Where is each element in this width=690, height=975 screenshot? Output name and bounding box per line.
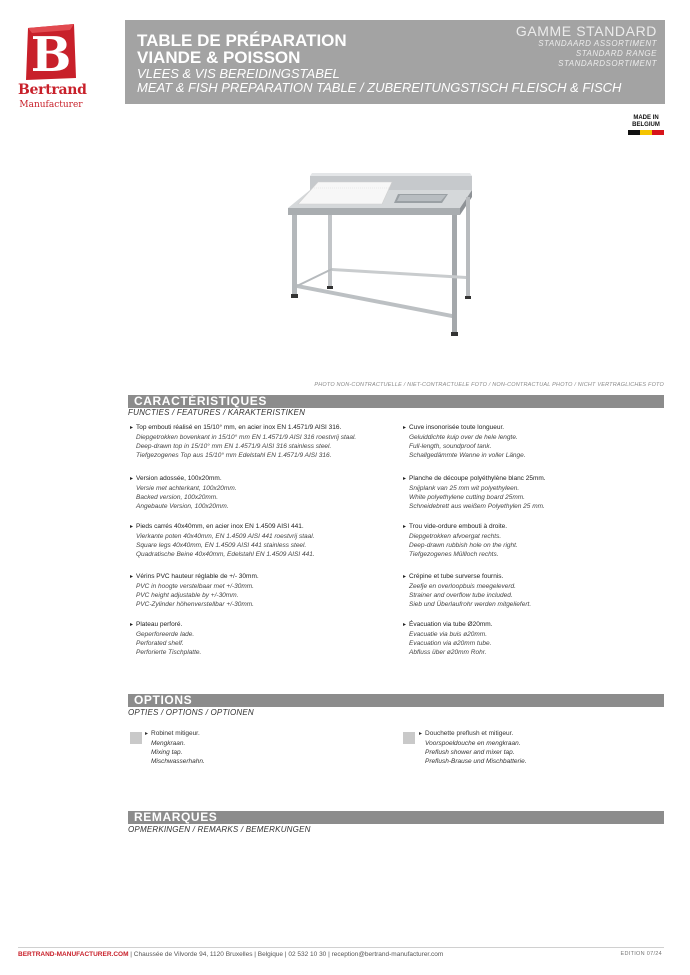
feature-tank xyxy=(403,423,658,460)
feature-en: Perforated shelf. xyxy=(136,640,184,647)
feature-main: ▸ Cuve insonorisée toute longueur. xyxy=(403,423,658,433)
options-bar xyxy=(128,694,664,707)
subtitle-en-de: MEAT & FISH PREPARATION TABLE / ZUBEREITUNGSTISCH FLEISCH & FISCH xyxy=(137,80,622,95)
feature-en: Evacuation via ø20mm tube. xyxy=(409,640,492,647)
feature-en: Strainer and overflow tube included. xyxy=(409,592,513,599)
option-mixing-tap xyxy=(145,729,205,766)
footer-divider xyxy=(18,947,664,948)
characteristics-bar xyxy=(128,395,664,408)
feature-strainer xyxy=(403,572,658,609)
option-preflush xyxy=(419,729,527,766)
feature-de: Tiefgezogenes Top aus 15/10° mm Edelstahl EN 1.4571/9 AISI 316. xyxy=(136,452,332,459)
logo-name: Bertrand xyxy=(18,82,87,98)
subtitle-nl: VLEES & VIS BEREIDINGSTABEL xyxy=(137,66,340,81)
options-title: OPTIONS xyxy=(134,693,193,707)
brand-logo xyxy=(18,20,87,110)
feature-en: Full-length, soundproof tank. xyxy=(409,443,492,450)
option-checkbox-preflush[interactable] xyxy=(403,732,415,744)
feature-nl: Geperforeerde lade. xyxy=(136,631,195,638)
feature-en: Backed version, 100x20mm. xyxy=(136,494,219,501)
footer-address: | Chaussée de Vilvorde 94, 1120 Bruxelles | Belgique | 02 532 10 30 | reception@bertrand-manufacturer.com xyxy=(128,951,444,958)
option-de: Preflush-Brause und Mischbatterie. xyxy=(425,758,527,765)
title-line-1: TABLE DE PRÉPARATION xyxy=(137,31,347,50)
remarks-title: REMARQUES xyxy=(134,810,218,824)
feature-nl: Diepgetrokken bovenkant in 15/10° mm EN 1.4571/9 AISI 316 roestvrij staal. xyxy=(136,434,357,441)
option-main: ▸ Douchette preflush et mitigeur. xyxy=(419,729,527,739)
range-nl: STANDAARD ASSORTIMENT xyxy=(538,39,657,48)
characteristics-subtitle: FUNCTIES / FEATURES / KARAKTERISTIKEN xyxy=(128,408,306,417)
range-de: STANDARDSORTIMENT xyxy=(558,59,657,68)
feature-de: Tiefgezogenes Müllloch rechts. xyxy=(409,551,499,558)
feature-de: Angebaute Version, 100x20mm. xyxy=(136,503,229,510)
option-de: Mischwasserhahn. xyxy=(151,758,205,765)
feature-shelf xyxy=(130,620,385,657)
logo-subtitle: Manufacturer xyxy=(19,100,83,110)
option-nl: Voorspoeldouche en mengkraan. xyxy=(425,740,521,747)
options-subtitle: OPTIES / OPTIONS / OPTIONEN xyxy=(128,708,254,717)
made-in-belgium-badge xyxy=(628,115,664,137)
range-en: STANDARD RANGE xyxy=(575,49,657,58)
remarks-subtitle: OPMERKINGEN / REMARKS / BEMERKUNGEN xyxy=(128,825,311,834)
logo-b-emblem xyxy=(22,20,80,82)
feature-en: Deep-drawn rubbish hole on the right. xyxy=(409,542,518,549)
svg-text:B: B xyxy=(30,27,72,82)
header-band xyxy=(125,20,665,104)
feature-evacuation xyxy=(403,620,658,657)
feature-main: ▸ Trou vide-ordure embouti à droite. xyxy=(403,522,658,532)
title-line-2: VIANDE & POISSON xyxy=(137,48,301,67)
feature-de: Schallgedämmte Wanne in voller Länge. xyxy=(409,452,526,459)
feature-main: ▸ Plateau perforé. xyxy=(130,620,385,630)
option-nl: Mengkraan. xyxy=(151,740,186,747)
feature-nl: Geluiddichte kuip over de hele lengte. xyxy=(409,434,518,441)
feature-de: Quadratische Beine 40x40mm, Edelstahl EN 1.4509 AISI 441. xyxy=(136,551,315,558)
belgium-text: BELGIUM xyxy=(632,122,660,128)
option-main: ▸ Robinet mitigeur. xyxy=(145,729,205,739)
edition-label: EDITION 07/24 xyxy=(620,951,662,957)
feature-pvc-feet xyxy=(130,572,385,609)
option-en: Mixing tap. xyxy=(151,749,183,756)
option-en: Preflush shower and mixer tap. xyxy=(425,749,515,756)
feature-backed xyxy=(130,474,385,511)
feature-de: Perforierte Tischplatte. xyxy=(136,649,202,656)
product-image-table xyxy=(270,168,480,343)
footer-contact xyxy=(18,951,443,958)
belgian-flag-icon xyxy=(628,130,664,135)
feature-main: ▸ Crépine et tube surverse fournis. xyxy=(403,572,658,582)
feature-nl: PVC in hoogte verstelbaar met +/-30mm. xyxy=(136,583,254,590)
photo-disclaimer: PHOTO NON-CONTRACTUELLE / NIET-CONTRACTUELE FOTO / NON-CONTRACTUAL PHOTO / NICHT VERTRAGLICHES FOTO xyxy=(314,382,664,388)
feature-main: ▸ Vérins PVC hauteur réglable de +/- 30mm. xyxy=(130,572,385,582)
remarks-bar xyxy=(128,811,664,824)
feature-de: PVC-Zylinder höhenverstellbar +/-30mm. xyxy=(136,601,254,608)
feature-main: ▸ Pieds carrés 40x40mm, en acier inox EN 1.4509 AISI 441. xyxy=(130,522,385,532)
feature-cutting-board xyxy=(403,474,658,511)
feature-en: White polyethylene cutting board 25mm. xyxy=(409,494,525,501)
feature-nl: Evacuatie via buis ø20mm. xyxy=(409,631,488,638)
option-checkbox-mixing-tap[interactable] xyxy=(130,732,142,744)
feature-en: Square legs 40x40mm, EN 1.4509 AISI 441 stainless steel. xyxy=(136,542,307,549)
feature-nl: Zeefje en overloopbuis meegeleverd. xyxy=(409,583,516,590)
footer-website-link[interactable]: BERTRAND-MANUFACTURER.COM xyxy=(18,951,129,958)
feature-de: Sieb und Überlaufrohr werden mitgeliefert. xyxy=(409,601,532,608)
feature-en: Deep-drawn top in 15/10° mm EN 1.4571/9 AISI 316 stainless steel. xyxy=(136,443,332,450)
feature-nl: Diepgetrokken afvoergat rechts. xyxy=(409,533,502,540)
feature-main: ▸ Planche de découpe polyéthylène blanc 25mm. xyxy=(403,474,658,484)
feature-nl: Snijplank van 25 mm wit polyethyleen. xyxy=(409,485,520,492)
feature-de: Abfluss über ø20mm Rohr. xyxy=(409,649,487,656)
feature-en: PVC height adjustable by +/-30mm. xyxy=(136,592,239,599)
range-fr: GAMME STANDARD xyxy=(515,23,657,39)
characteristics-title: CARACTÉRISTIQUES xyxy=(134,394,267,408)
made-in-text: MADE IN xyxy=(633,115,659,121)
feature-main: ▸ Top embouti réalisé en 15/10° mm, en acier inox EN 1.4571/9 AISI 316. xyxy=(130,423,385,433)
feature-main: ▸ Version adossée, 100x20mm. xyxy=(130,474,385,484)
feature-main: ▸ Évacuation via tube Ø20mm. xyxy=(403,620,658,630)
feature-rubbish-hole xyxy=(403,522,658,559)
feature-nl: Versie met achterkant, 100x20mm. xyxy=(136,485,237,492)
feature-nl: Vierkante poten 40x40mm, EN 1.4509 AISI 441 roestvrij staal. xyxy=(136,533,315,540)
feature-top xyxy=(130,423,385,460)
feature-legs xyxy=(130,522,385,559)
feature-de: Schneidebrett aus weißem Polyethylen 25 mm. xyxy=(409,503,545,510)
